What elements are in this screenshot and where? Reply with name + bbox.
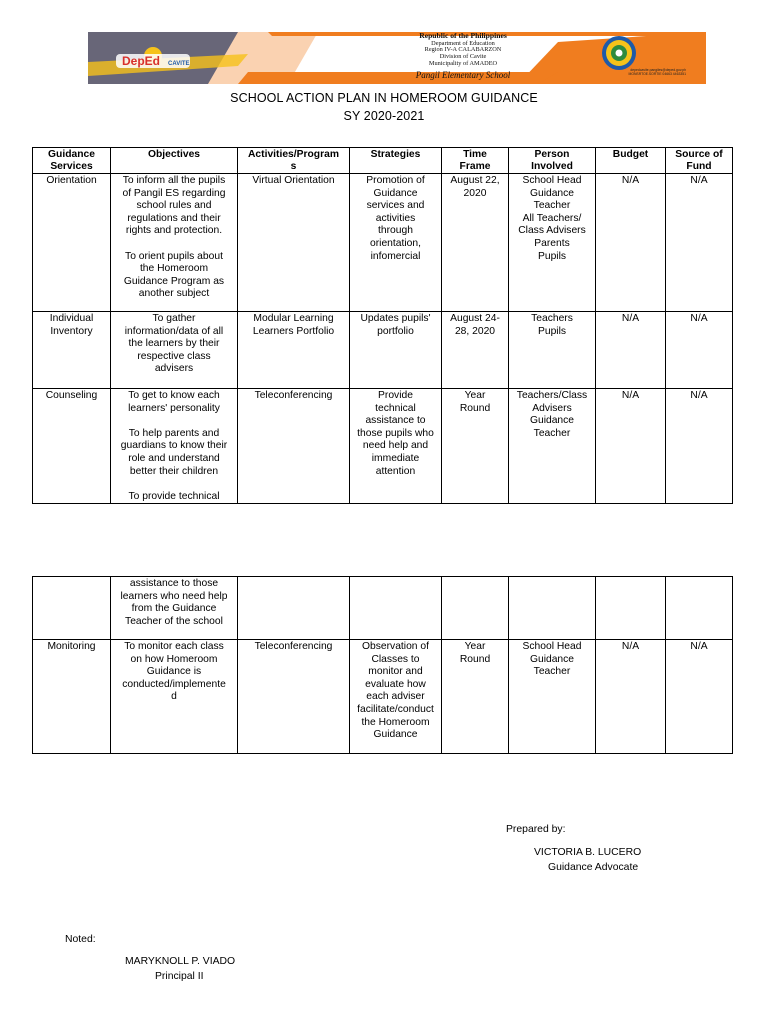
cell-text-line: N/A [621, 390, 640, 401]
budget-cell [596, 174, 666, 312]
document-subtitle: SY 2020-2021 [343, 109, 425, 123]
budget-cell [596, 577, 666, 640]
column-header [350, 148, 442, 174]
column-header-line: Time [463, 149, 487, 160]
cell-text-line: To get to know each [128, 390, 220, 401]
cell-text-line: Guidance [529, 415, 575, 427]
cell-text-line: Pupils [537, 250, 567, 262]
cell-text-line: N/A [621, 175, 640, 186]
cell-text-line: assistance to [365, 415, 426, 427]
cell-text-line: Guidance [529, 187, 575, 199]
banner-contact [606, 68, 686, 76]
cell-text-line: N/A [690, 641, 708, 652]
cell-text-line: respective class [137, 350, 211, 362]
cell-text-line: monitor and [368, 666, 423, 678]
source-of-fund-cell [666, 640, 733, 754]
column-header [442, 148, 509, 174]
persons-involved-cell [509, 312, 596, 389]
column-header-line: Source of [675, 149, 723, 160]
cell-text-line: role and understand [128, 452, 220, 464]
cell-text-line: To monitor each class [124, 641, 224, 652]
deped-logo-text: DepEd [122, 54, 161, 68]
cell-text-line: Provide [378, 390, 413, 401]
cell-text-line: facilitate/conduct [357, 703, 434, 715]
deped-logo-subtext: CAVITE [168, 61, 190, 67]
cell-text-line: school rules and [136, 200, 212, 212]
cell-text-line: To orient pupils about [125, 250, 223, 262]
banner-line: Department of Education [431, 39, 495, 47]
column-header-line: Strategies [370, 149, 421, 160]
column-header-line: Services [50, 160, 93, 172]
column-header-line: Budget [612, 149, 649, 160]
cell-text-line: To help parents and [128, 427, 220, 439]
activities-cell [238, 389, 350, 504]
column-header-line: Frame [459, 160, 491, 172]
cell-text-line: 2020 [463, 187, 487, 199]
column-header-line: Person [534, 149, 570, 160]
cell-text-line: rights and protection. [125, 225, 223, 237]
activities-cell [238, 174, 350, 312]
noted-by-name: MARYKNOLL P. VIADO [125, 956, 236, 967]
budget-cell [596, 389, 666, 504]
cell-text-line: Monitoring [47, 641, 96, 652]
guidance-service-cell [33, 312, 111, 389]
source-of-fund-cell [666, 389, 733, 504]
cell-text-line: conducted/implemente [122, 678, 226, 690]
cell-text-line: the Homeroom [361, 716, 430, 728]
strategies-cell [350, 640, 442, 754]
noted-by-label: Noted: [65, 934, 96, 945]
cell-text-line: To inform all the pupils [122, 175, 226, 186]
banner-school-name: Pangil Elementary School [415, 69, 511, 80]
cell-text-line [114, 415, 234, 428]
column-header [111, 148, 238, 174]
cell-text-line: technical [375, 402, 416, 414]
strategies-cell [350, 389, 442, 504]
time-frame-cell [442, 174, 509, 312]
cell-text-line: N/A [690, 313, 708, 324]
cell-text-line: Classes to [371, 653, 420, 665]
cell-text-line: the Homeroom [139, 263, 209, 275]
time-frame-cell [442, 640, 509, 754]
cell-text-line: Year [464, 390, 486, 401]
cell-text-line: Teleconferencing [254, 641, 333, 652]
cell-text-line: Learners Portfolio [252, 325, 335, 337]
cell-text-line [114, 478, 234, 491]
cell-text-line: N/A [621, 313, 640, 324]
activities-cell [238, 312, 350, 389]
cell-text-line: regulations and their [127, 212, 221, 224]
banner-line: Republic of the Philippines [419, 32, 507, 40]
objectives-cell [111, 174, 238, 312]
cell-text-line: Observation of [362, 641, 429, 652]
cell-text-line: Counseling [45, 390, 98, 401]
cell-text-line: To gather [152, 313, 196, 324]
persons-involved-cell [509, 389, 596, 504]
cell-text-line: Teachers [531, 313, 573, 324]
banner-line: Division of Cavite [439, 53, 487, 61]
cell-text-line: Updates pupils' [360, 313, 431, 324]
banner-contact-line: MONSRTOE.SORTIE 04663 4463351 [628, 72, 686, 77]
column-header [509, 148, 596, 174]
source-of-fund-cell [666, 312, 733, 389]
banner-line: Municipality of AMADEO [428, 59, 498, 67]
cell-text-line: Teacher [533, 200, 571, 212]
time-frame-cell [442, 577, 509, 640]
table-header-row [33, 148, 733, 174]
strategies-cell [350, 577, 442, 640]
column-header-line: Guidance [48, 149, 95, 160]
cell-text-line: portfolio [377, 325, 414, 337]
action-plan-table-continued [32, 576, 733, 754]
guidance-service-cell [33, 640, 111, 754]
objectives-cell [111, 640, 238, 754]
cell-text-line: 28, 2020 [454, 325, 496, 337]
cell-text-line: August 24- [450, 313, 500, 324]
prepared-by-title: Guidance Advocate [548, 862, 639, 873]
school-header-banner [88, 32, 706, 84]
cell-text-line: School Head [522, 175, 582, 186]
cell-text-line: Advisers [532, 402, 572, 414]
banner-agency-text [318, 32, 608, 81]
column-header [596, 148, 666, 174]
budget-cell [596, 312, 666, 389]
table-row [33, 174, 733, 312]
column-header-line: Objectives [147, 149, 201, 160]
time-frame-cell [442, 312, 509, 389]
activities-cell [238, 640, 350, 754]
cell-text-line: Teleconferencing [254, 390, 333, 401]
source-of-fund-cell [666, 577, 733, 640]
cell-text-line: guardians to know their [120, 440, 228, 452]
cell-text-line: Guidance [373, 187, 418, 199]
cell-text-line: Guidance Program as [123, 275, 225, 287]
cell-text-line: through [378, 225, 413, 237]
banner-contact-line: depedcavite.pangiles@deped.gov.ph [630, 68, 686, 72]
cell-text-line: Guidance [529, 653, 575, 665]
cell-text-line: each adviser [366, 691, 425, 703]
cell-text-line: evaluate how [365, 678, 426, 690]
cell-text-line: need help and [362, 440, 429, 452]
guidance-service-cell [33, 174, 111, 312]
cell-text-line: on how Homeroom [130, 653, 218, 665]
time-frame-cell [442, 389, 509, 504]
cell-text-line: All Teachers/ [522, 212, 582, 224]
column-header-line: Fund [686, 160, 712, 172]
cell-text-line: N/A [690, 390, 708, 401]
cell-text-line: the learners by their [128, 338, 220, 350]
cell-text-line: Modular Learning [253, 313, 334, 324]
cell-text-line: Teacher [533, 666, 571, 678]
cell-text-line: Teacher of the school [125, 615, 223, 627]
cell-text-line: information/data of all [124, 325, 224, 337]
persons-involved-cell [509, 577, 596, 640]
table-row [33, 389, 733, 504]
budget-cell [596, 640, 666, 754]
table-row [33, 312, 733, 389]
cell-text-line: N/A [690, 175, 708, 186]
source-of-fund-cell [666, 174, 733, 312]
cell-text-line: Orientation [46, 175, 97, 186]
cell-text-line: immediate [371, 452, 420, 464]
cell-text-line: attention [375, 465, 416, 477]
cell-text-line: orientation, [370, 237, 421, 249]
cell-text-line: N/A [621, 641, 640, 652]
prepared-by-name: VICTORIA B. LUCERO [534, 847, 642, 858]
cell-text-line: services and [366, 200, 425, 212]
prepared-by-label: Prepared by: [506, 824, 566, 835]
column-header [33, 148, 111, 174]
column-header [238, 148, 350, 174]
cell-text-line: Teachers/Class [516, 390, 588, 401]
cell-text-line: from the Guidance [131, 603, 217, 615]
cell-text-line: Round [459, 653, 491, 665]
guidance-service-cell [33, 577, 111, 640]
cell-text-line: Guidance [373, 729, 418, 741]
cell-text-line: Class Advisers [518, 225, 586, 237]
strategies-cell [350, 174, 442, 312]
cell-text-line [114, 238, 234, 251]
noted-by-title: Principal II [155, 971, 204, 982]
cell-text-line: activities [375, 212, 416, 224]
cell-text-line: those pupils who [357, 427, 434, 439]
document-title: SCHOOL ACTION PLAN IN HOMEROOM GUIDANCE [230, 91, 538, 105]
cell-text-line: Inventory [50, 325, 93, 337]
table-row [33, 640, 733, 754]
persons-involved-cell [509, 640, 596, 754]
objectives-cell [111, 577, 238, 640]
column-header-line: Involved [531, 160, 573, 172]
cell-text-line: Individual [49, 313, 94, 324]
column-header-line: Activities/Program [248, 149, 339, 160]
cell-text-line: advisers [154, 363, 194, 375]
cell-text-line: of Pangil ES regarding [122, 187, 226, 199]
objectives-cell [111, 312, 238, 389]
table-row [33, 577, 733, 640]
persons-involved-cell [509, 174, 596, 312]
cell-text-line: August 22, [450, 175, 500, 186]
cell-text-line: Year [464, 641, 486, 652]
cell-text-line: assistance to those [129, 578, 219, 589]
cell-text-line: learners' personality [128, 402, 220, 414]
cell-text-line: d [171, 691, 177, 703]
cell-text-line: School Head [522, 641, 582, 652]
cell-text-line: infomercial [370, 250, 421, 262]
cell-text-line: Parents [534, 237, 570, 249]
objectives-cell [111, 389, 238, 504]
activities-cell [238, 577, 350, 640]
guidance-service-cell [33, 389, 111, 504]
cell-text-line: Pupils [537, 325, 567, 337]
cell-text-line: better their children [129, 465, 219, 477]
cell-text-line: learners who need help [120, 590, 228, 602]
cell-text-line: Guidance is [146, 666, 202, 678]
column-header [666, 148, 733, 174]
action-plan-table [32, 147, 733, 504]
cell-text-line: Round [459, 402, 491, 414]
column-header-line: s [290, 160, 297, 172]
cell-text-line: To provide technical [128, 490, 220, 502]
cell-text-line: Teacher [533, 427, 571, 439]
banner-line: Region IV-A CALABARZON [424, 46, 502, 54]
cell-text-line: Virtual Orientation [252, 175, 335, 186]
strategies-cell [350, 312, 442, 389]
cell-text-line: another subject [138, 288, 210, 300]
cell-text-line: Promotion of [366, 175, 425, 186]
